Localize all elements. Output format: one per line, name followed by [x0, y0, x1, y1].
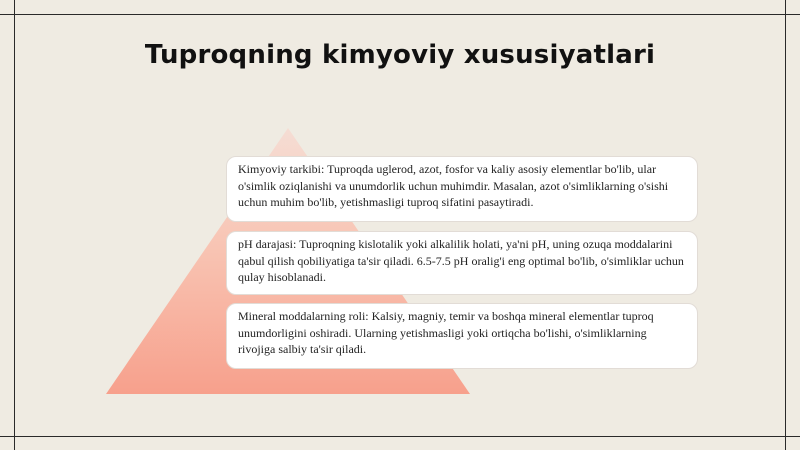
info-card-mineral-role: [226, 303, 698, 369]
info-card-ph-level: [226, 231, 698, 295]
info-card-chemical-composition: [226, 156, 698, 222]
guide-line-top: [0, 14, 800, 15]
card-text: pH darajasi: Tuproqning kislotalik yoki alkalilik holati, ya'ni pH, uning ozuqa moddalarini qabul qilish qobiliyatiga ta'sir qiladi. 6.5-7.5 pH oralig'i eng optimal bo'lib, o'simliklar uchun qulay hisoblanadi.: [238, 237, 684, 284]
slide-title: Tuproqning kimyoviy xususiyatlari: [144, 40, 656, 70]
card-text: Kimyoviy tarkibi: Tuproqda uglerod, azot, fosfor va kaliy asosiy elementlar bo'lib, ular o'simlik oziqlanishi va unumdorlik uchun muhimdir. Masalan, azot o'simliklarning o'sishi uchun muhim bo'lib, yetishmasligi tuproq sifatini pasaytiradi.: [238, 162, 669, 209]
guide-line-bottom: [0, 436, 800, 437]
card-text: Mineral moddalarning roli: Kalsiy, magniy, temir va boshqa mineral elementlar tuproq unumdorligini oshiradi. Ularning yetishmasligi yoki ortiqcha bo'lishi, o'simliklarning rivojiga salbiy ta'sir qiladi.: [238, 309, 654, 356]
